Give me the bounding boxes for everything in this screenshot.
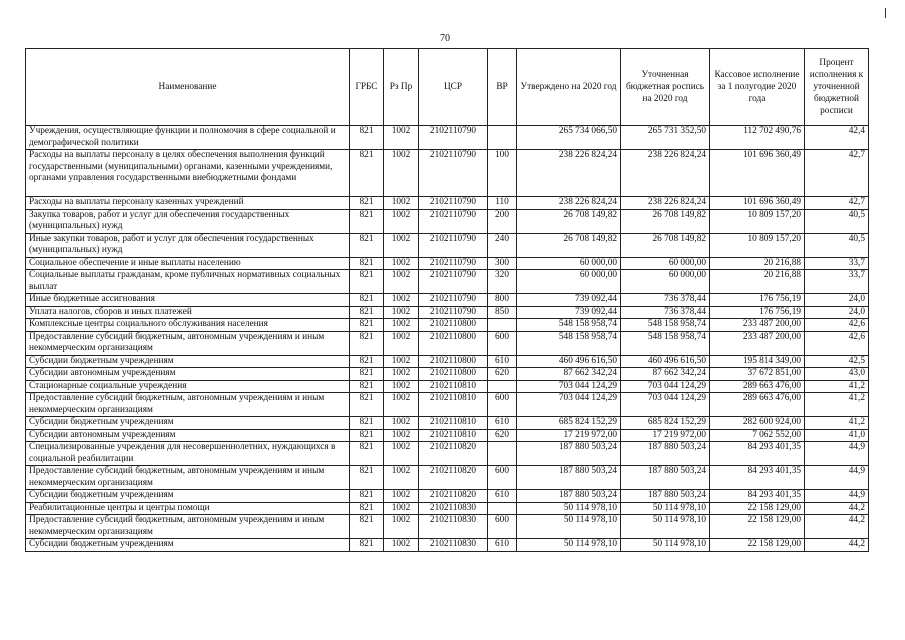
- cell-name: Субсидии бюджетным учреждениям: [26, 355, 350, 368]
- cell-approved: 50 114 978,10: [517, 502, 621, 515]
- cell-refined: 50 114 978,10: [621, 539, 710, 552]
- cell-percent: 44,9: [805, 490, 869, 503]
- cell-vr: 200: [488, 209, 517, 233]
- table-row: [26, 368, 869, 381]
- cell-cash: 20 216,88: [710, 257, 805, 270]
- cell-rzpr: 1002: [384, 270, 419, 294]
- cell-grbs: 821: [350, 539, 384, 552]
- cell-approved: 703 044 124,29: [517, 380, 621, 393]
- cell-name: Субсидии автономным учреждениям: [26, 429, 350, 442]
- cell-approved: 460 496 616,50: [517, 355, 621, 368]
- cell-vr: [488, 126, 517, 150]
- cell-rzpr: 1002: [384, 368, 419, 381]
- cell-vr: 300: [488, 257, 517, 270]
- cell-grbs: 821: [350, 490, 384, 503]
- cell-name: Расходы на выплаты персоналу в целях обеспечения выполнения функций государственными (муниципальными) органами, казенными учреждениями, органами управления государственными внебюджетными фондами: [26, 150, 350, 197]
- cell-name: Комплексные центры социального обслуживания населения: [26, 319, 350, 332]
- scan-edge-mark: [885, 8, 886, 18]
- cell-csr: 2102110790: [419, 233, 488, 257]
- cell-approved: 739 092,44: [517, 294, 621, 307]
- cell-vr: 600: [488, 393, 517, 417]
- cell-refined: 50 114 978,10: [621, 502, 710, 515]
- table-row: [26, 539, 869, 552]
- table-row: [26, 257, 869, 270]
- cell-grbs: 821: [350, 257, 384, 270]
- col-header-rzpr: Рз Пр: [384, 49, 419, 126]
- cell-name: Предоставление субсидий бюджетным, автономным учреждениям и иным некоммерческим организациям: [26, 515, 350, 539]
- cell-rzpr: 1002: [384, 233, 419, 257]
- cell-rzpr: 1002: [384, 257, 419, 270]
- cell-name: Предоставление субсидий бюджетным, автономным учреждениям и иным некоммерческим организациям: [26, 331, 350, 355]
- cell-refined: 187 880 503,24: [621, 466, 710, 490]
- cell-grbs: 821: [350, 150, 384, 197]
- cell-vr: 610: [488, 490, 517, 503]
- cell-csr: 2102110790: [419, 150, 488, 197]
- cell-refined: 187 880 503,24: [621, 490, 710, 503]
- cell-name: Уплата налогов, сборов и иных платежей: [26, 306, 350, 319]
- cell-name: Субсидии бюджетным учреждениям: [26, 417, 350, 430]
- cell-cash: 282 600 924,00: [710, 417, 805, 430]
- cell-csr: 2102110790: [419, 270, 488, 294]
- cell-vr: 620: [488, 429, 517, 442]
- cell-approved: 60 000,00: [517, 257, 621, 270]
- cell-rzpr: 1002: [384, 393, 419, 417]
- cell-refined: 87 662 342,24: [621, 368, 710, 381]
- cell-grbs: 821: [350, 393, 384, 417]
- cell-approved: 50 114 978,10: [517, 515, 621, 539]
- cell-csr: 2102110810: [419, 417, 488, 430]
- cell-percent: 43,0: [805, 368, 869, 381]
- cell-rzpr: 1002: [384, 442, 419, 466]
- cell-csr: 2102110800: [419, 355, 488, 368]
- cell-vr: 850: [488, 306, 517, 319]
- cell-approved: 87 662 342,24: [517, 368, 621, 381]
- cell-percent: 42,6: [805, 319, 869, 332]
- cell-cash: 22 158 129,00: [710, 515, 805, 539]
- cell-approved: 238 226 824,24: [517, 150, 621, 197]
- cell-approved: 739 092,44: [517, 306, 621, 319]
- cell-vr: 320: [488, 270, 517, 294]
- cell-vr: 600: [488, 466, 517, 490]
- cell-vr: 600: [488, 515, 517, 539]
- cell-percent: 44,9: [805, 442, 869, 466]
- cell-refined: 265 731 352,50: [621, 126, 710, 150]
- cell-percent: 42,7: [805, 150, 869, 197]
- cell-grbs: 821: [350, 466, 384, 490]
- table-row: [26, 270, 869, 294]
- cell-approved: 685 824 152,29: [517, 417, 621, 430]
- cell-grbs: 821: [350, 417, 384, 430]
- table-row: [26, 417, 869, 430]
- table-row: [26, 515, 869, 539]
- col-header-vr: ВР: [488, 49, 517, 126]
- cell-percent: 41,2: [805, 393, 869, 417]
- cell-approved: 187 880 503,24: [517, 490, 621, 503]
- cell-grbs: 821: [350, 355, 384, 368]
- table-row: [26, 502, 869, 515]
- table-row: [26, 319, 869, 332]
- cell-rzpr: 1002: [384, 306, 419, 319]
- cell-grbs: 821: [350, 515, 384, 539]
- cell-percent: 33,7: [805, 270, 869, 294]
- cell-approved: 548 158 958,74: [517, 319, 621, 332]
- table-row: [26, 126, 869, 150]
- budget-execution-table: [25, 48, 869, 552]
- cell-refined: 26 708 149,82: [621, 209, 710, 233]
- cell-cash: 22 158 129,00: [710, 539, 805, 552]
- cell-rzpr: 1002: [384, 294, 419, 307]
- cell-percent: 42,4: [805, 126, 869, 150]
- table-header-row: [26, 49, 869, 126]
- cell-grbs: 821: [350, 126, 384, 150]
- table-row: [26, 393, 869, 417]
- cell-approved: 238 226 824,24: [517, 197, 621, 210]
- cell-vr: [488, 442, 517, 466]
- cell-cash: 10 809 157,20: [710, 209, 805, 233]
- cell-cash: 289 663 476,00: [710, 393, 805, 417]
- cell-csr: 2102110810: [419, 429, 488, 442]
- cell-cash: 7 062 552,00: [710, 429, 805, 442]
- cell-grbs: 821: [350, 429, 384, 442]
- cell-rzpr: 1002: [384, 502, 419, 515]
- cell-cash: 20 216,88: [710, 270, 805, 294]
- cell-grbs: 821: [350, 197, 384, 210]
- cell-cash: 101 696 360,49: [710, 150, 805, 197]
- cell-cash: 233 487 200,00: [710, 319, 805, 332]
- cell-grbs: 821: [350, 380, 384, 393]
- cell-approved: 60 000,00: [517, 270, 621, 294]
- cell-name: Расходы на выплаты персоналу казенных учреждений: [26, 197, 350, 210]
- cell-vr: 110: [488, 197, 517, 210]
- cell-rzpr: 1002: [384, 355, 419, 368]
- table-row: [26, 209, 869, 233]
- cell-vr: 800: [488, 294, 517, 307]
- cell-csr: 2102110800: [419, 331, 488, 355]
- cell-approved: 548 158 958,74: [517, 331, 621, 355]
- cell-name: Иные закупки товаров, работ и услуг для обеспечения государственных (муниципальных) нужд: [26, 233, 350, 257]
- cell-percent: 24,0: [805, 294, 869, 307]
- cell-grbs: 821: [350, 319, 384, 332]
- cell-percent: 40,5: [805, 233, 869, 257]
- cell-csr: 2102110800: [419, 319, 488, 332]
- table-row: [26, 490, 869, 503]
- cell-name: Социальное обеспечение и иные выплаты населению: [26, 257, 350, 270]
- cell-csr: 2102110790: [419, 294, 488, 307]
- cell-name: Предоставление субсидий бюджетным, автономным учреждениям и иным некоммерческим организациям: [26, 393, 350, 417]
- cell-cash: 195 814 349,00: [710, 355, 805, 368]
- cell-percent: 44,9: [805, 466, 869, 490]
- cell-vr: 610: [488, 539, 517, 552]
- cell-percent: 33,7: [805, 257, 869, 270]
- cell-approved: 17 219 972,00: [517, 429, 621, 442]
- cell-percent: 44,2: [805, 515, 869, 539]
- cell-refined: 50 114 978,10: [621, 515, 710, 539]
- cell-csr: 2102110790: [419, 257, 488, 270]
- cell-vr: 620: [488, 368, 517, 381]
- cell-percent: 44,2: [805, 539, 869, 552]
- table-row: [26, 331, 869, 355]
- col-header-refined: Уточненная бюджетная роспись на 2020 год: [621, 49, 710, 126]
- cell-refined: 17 219 972,00: [621, 429, 710, 442]
- table-row: [26, 466, 869, 490]
- cell-rzpr: 1002: [384, 466, 419, 490]
- cell-csr: 2102110820: [419, 490, 488, 503]
- cell-name: Иные бюджетные ассигнования: [26, 294, 350, 307]
- cell-name: Закупка товаров, работ и услуг для обеспечения государственных (муниципальных) нужд: [26, 209, 350, 233]
- cell-vr: 100: [488, 150, 517, 197]
- page-number: 70: [440, 33, 450, 44]
- cell-rzpr: 1002: [384, 490, 419, 503]
- cell-grbs: 821: [350, 331, 384, 355]
- cell-name: Социальные выплаты гражданам, кроме публичных нормативных социальных выплат: [26, 270, 350, 294]
- table-row: [26, 150, 869, 197]
- table-row: [26, 355, 869, 368]
- cell-name: Реабилитационные центры и центры помощи: [26, 502, 350, 515]
- cell-csr: 2102110790: [419, 306, 488, 319]
- cell-refined: 736 378,44: [621, 294, 710, 307]
- cell-grbs: 821: [350, 502, 384, 515]
- cell-cash: 22 158 129,00: [710, 502, 805, 515]
- cell-approved: 26 708 149,82: [517, 209, 621, 233]
- cell-csr: 2102110830: [419, 539, 488, 552]
- cell-csr: 2102110790: [419, 209, 488, 233]
- cell-csr: 2102110800: [419, 368, 488, 381]
- cell-name: Субсидии бюджетным учреждениям: [26, 490, 350, 503]
- cell-refined: 685 824 152,29: [621, 417, 710, 430]
- cell-grbs: 821: [350, 306, 384, 319]
- col-header-grbs: ГРБС: [350, 49, 384, 126]
- cell-grbs: 821: [350, 233, 384, 257]
- cell-name: Учреждения, осуществляющие функции и полномочия в сфере социальной и демографической политики: [26, 126, 350, 150]
- cell-csr: 2102110830: [419, 515, 488, 539]
- cell-csr: 2102110790: [419, 126, 488, 150]
- cell-approved: 187 880 503,24: [517, 442, 621, 466]
- cell-refined: 238 226 824,24: [621, 197, 710, 210]
- cell-rzpr: 1002: [384, 209, 419, 233]
- cell-approved: 265 734 066,50: [517, 126, 621, 150]
- cell-refined: 26 708 149,82: [621, 233, 710, 257]
- cell-approved: 26 708 149,82: [517, 233, 621, 257]
- cell-refined: 703 044 124,29: [621, 380, 710, 393]
- col-header-cash: Кассовое исполнение за 1 полугодие 2020 года: [710, 49, 805, 126]
- cell-cash: 10 809 157,20: [710, 233, 805, 257]
- cell-refined: 60 000,00: [621, 257, 710, 270]
- cell-vr: [488, 380, 517, 393]
- cell-name: Стационарные социальные учреждения: [26, 380, 350, 393]
- cell-cash: 289 663 476,00: [710, 380, 805, 393]
- cell-cash: 37 672 851,00: [710, 368, 805, 381]
- table-row: [26, 306, 869, 319]
- cell-rzpr: 1002: [384, 429, 419, 442]
- cell-rzpr: 1002: [384, 331, 419, 355]
- table-row: [26, 442, 869, 466]
- cell-rzpr: 1002: [384, 515, 419, 539]
- cell-vr: 610: [488, 417, 517, 430]
- cell-approved: 187 880 503,24: [517, 466, 621, 490]
- col-header-percent: Процент исполнения к уточненной бюджетной росписи: [805, 49, 869, 126]
- cell-refined: 187 880 503,24: [621, 442, 710, 466]
- cell-rzpr: 1002: [384, 197, 419, 210]
- cell-grbs: 821: [350, 442, 384, 466]
- cell-rzpr: 1002: [384, 380, 419, 393]
- cell-cash: 112 702 490,76: [710, 126, 805, 150]
- cell-percent: 41,0: [805, 429, 869, 442]
- cell-cash: 176 756,19: [710, 306, 805, 319]
- cell-name: Субсидии автономным учреждениям: [26, 368, 350, 381]
- cell-csr: 2102110820: [419, 442, 488, 466]
- cell-percent: 41,2: [805, 417, 869, 430]
- cell-cash: 101 696 360,49: [710, 197, 805, 210]
- cell-refined: 548 158 958,74: [621, 331, 710, 355]
- cell-refined: 460 496 616,50: [621, 355, 710, 368]
- cell-vr: 600: [488, 331, 517, 355]
- cell-refined: 60 000,00: [621, 270, 710, 294]
- cell-refined: 703 044 124,29: [621, 393, 710, 417]
- cell-vr: [488, 502, 517, 515]
- cell-rzpr: 1002: [384, 150, 419, 197]
- cell-csr: 2102110820: [419, 466, 488, 490]
- cell-rzpr: 1002: [384, 539, 419, 552]
- cell-cash: 84 293 401,35: [710, 490, 805, 503]
- table-row: [26, 429, 869, 442]
- cell-percent: 42,7: [805, 197, 869, 210]
- cell-cash: 176 756,19: [710, 294, 805, 307]
- cell-refined: 736 378,44: [621, 306, 710, 319]
- cell-vr: [488, 319, 517, 332]
- cell-rzpr: 1002: [384, 126, 419, 150]
- cell-rzpr: 1002: [384, 319, 419, 332]
- cell-approved: 703 044 124,29: [517, 393, 621, 417]
- cell-csr: 2102110810: [419, 393, 488, 417]
- col-header-name: Наименование: [26, 49, 350, 126]
- cell-csr: 2102110810: [419, 380, 488, 393]
- cell-percent: 42,5: [805, 355, 869, 368]
- col-header-csr: ЦСР: [419, 49, 488, 126]
- cell-percent: 42,6: [805, 331, 869, 355]
- table-row: [26, 233, 869, 257]
- cell-vr: 240: [488, 233, 517, 257]
- cell-cash: 84 293 401,35: [710, 442, 805, 466]
- cell-cash: 84 293 401,35: [710, 466, 805, 490]
- table-row: [26, 380, 869, 393]
- cell-percent: 40,5: [805, 209, 869, 233]
- col-header-approved: Утверждено на 2020 год: [517, 49, 621, 126]
- cell-vr: 610: [488, 355, 517, 368]
- cell-name: Специализированные учреждения для несовершеннолетних, нуждающихся в социальной реабилитации: [26, 442, 350, 466]
- cell-name: Предоставление субсидий бюджетным, автономным учреждениям и иным некоммерческим организациям: [26, 466, 350, 490]
- cell-refined: 548 158 958,74: [621, 319, 710, 332]
- cell-cash: 233 487 200,00: [710, 331, 805, 355]
- cell-grbs: 821: [350, 270, 384, 294]
- cell-grbs: 821: [350, 294, 384, 307]
- cell-rzpr: 1002: [384, 417, 419, 430]
- cell-percent: 24,0: [805, 306, 869, 319]
- cell-name: Субсидии бюджетным учреждениям: [26, 539, 350, 552]
- cell-csr: 2102110790: [419, 197, 488, 210]
- cell-csr: 2102110830: [419, 502, 488, 515]
- cell-grbs: 821: [350, 209, 384, 233]
- table-row: [26, 294, 869, 307]
- cell-grbs: 821: [350, 368, 384, 381]
- cell-percent: 44,2: [805, 502, 869, 515]
- cell-percent: 41,2: [805, 380, 869, 393]
- cell-approved: 50 114 978,10: [517, 539, 621, 552]
- cell-refined: 238 226 824,24: [621, 150, 710, 197]
- table-row: [26, 197, 869, 210]
